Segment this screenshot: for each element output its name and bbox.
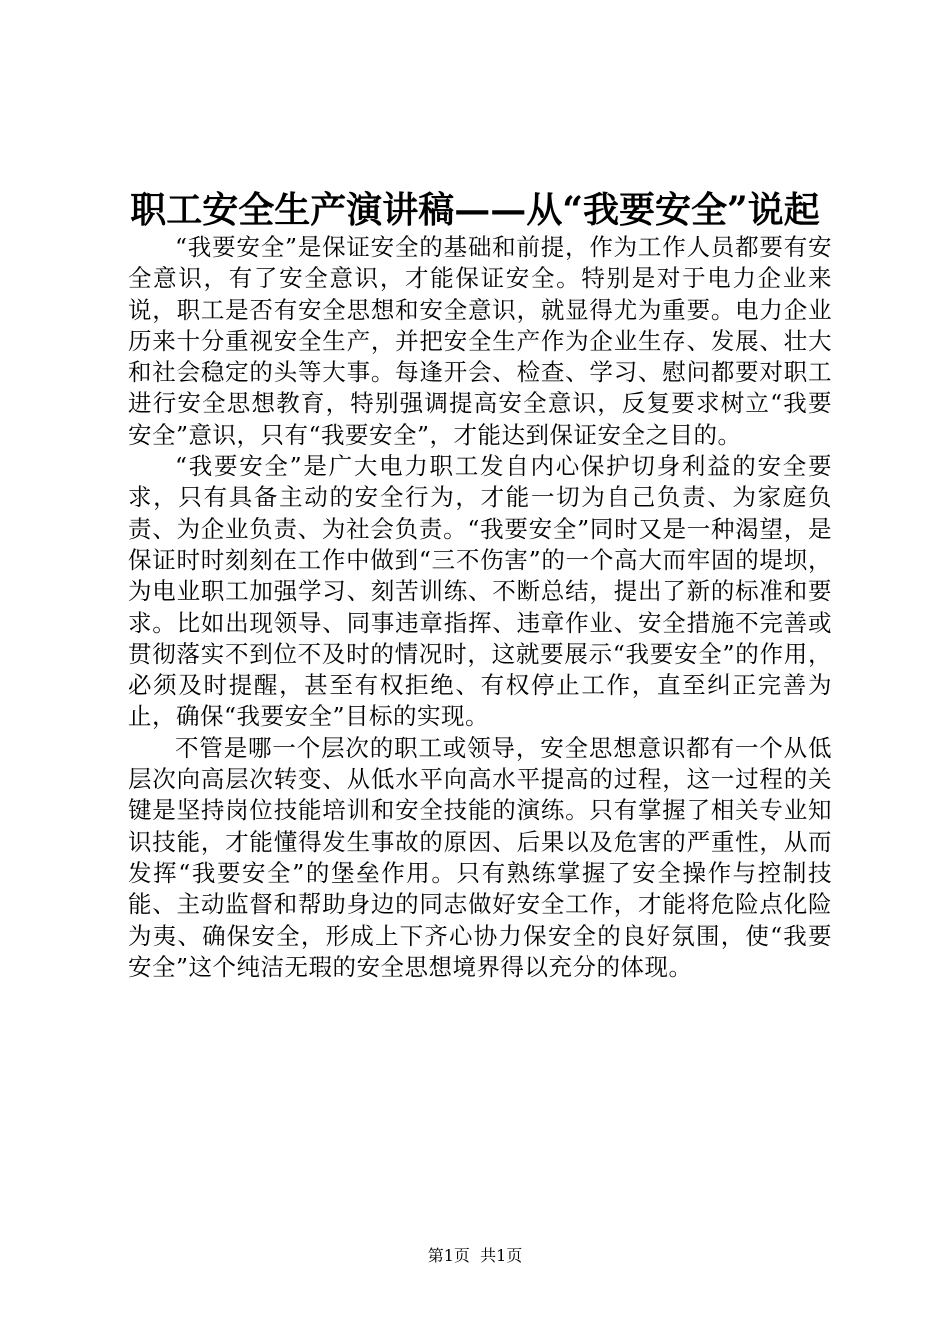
document-body [128, 232, 832, 983]
paragraph-1: “我要安全”是保证安全的基础和前提，作为工作人员都要有安全意识，有了安全意识，才能保证安全。特别是对于电力企业来说，职工是否有安全思想和安全意识，就显得尤为重要。电力企业历来十分重视安全生产，并把安全生产作为企业生存、发展、壮大和社会稳定的头等大事。每逢开会、检查、学习、慰问都要对职工进行安全思想教育，特别强调提高安全意识，反复要求树立“我要安全”意识，只有“我要安全”，才能达到保证安全之目的。 [128, 233, 832, 449]
page-footer: 第1页 共1页 [427, 1246, 523, 1265]
document-title: 职工安全生产演讲稿——从“我要安全”说起 [130, 189, 820, 231]
paragraph-2: “我要安全”是广大电力职工发自内心保护切身利益的安全要求，只有具备主动的安全行为，才能一切为自己负责、为家庭负责、为企业负责、为社会负责。“我要安全”同时又是一种渴望，是保证时时刻刻在工作中做到“三不伤害”的一个高大而牢固的堤坝，为电业职工加强学习、刻苦训练、不断总结，提出了新的标准和要求。比如出现领导、同事违章指挥、违章作业、安全措施不完善或贯彻落实不到位不及时的情况时，这就要展示“我要安全”的作用，必须及时提醒，甚至有权拒绝、有权停止工作，直至纠正完善为止，确保“我要安全”目标的实现。 [128, 452, 832, 731]
paragraph-3: 不管是哪一个层次的职工或领导，安全思想意识都有一个从低层次向高层次转变、从低水平向高水平提高的过程，这一过程的关键是坚持岗位技能培训和安全技能的演练。只有掌握了相关专业知识技能，才能懂得发生事故的原因、后果以及危害的严重性，从而发挥“我要安全”的堡垒作用。只有熟练掌握了安全操作与控制技能、主动监督和帮助身边的同志做好安全工作，才能将危险点化险为夷、确保安全，形成上下齐心协力保安全的良好氛围，使“我要安全”这个纯洁无瑕的安全思想境界得以充分的体现。 [128, 733, 832, 981]
